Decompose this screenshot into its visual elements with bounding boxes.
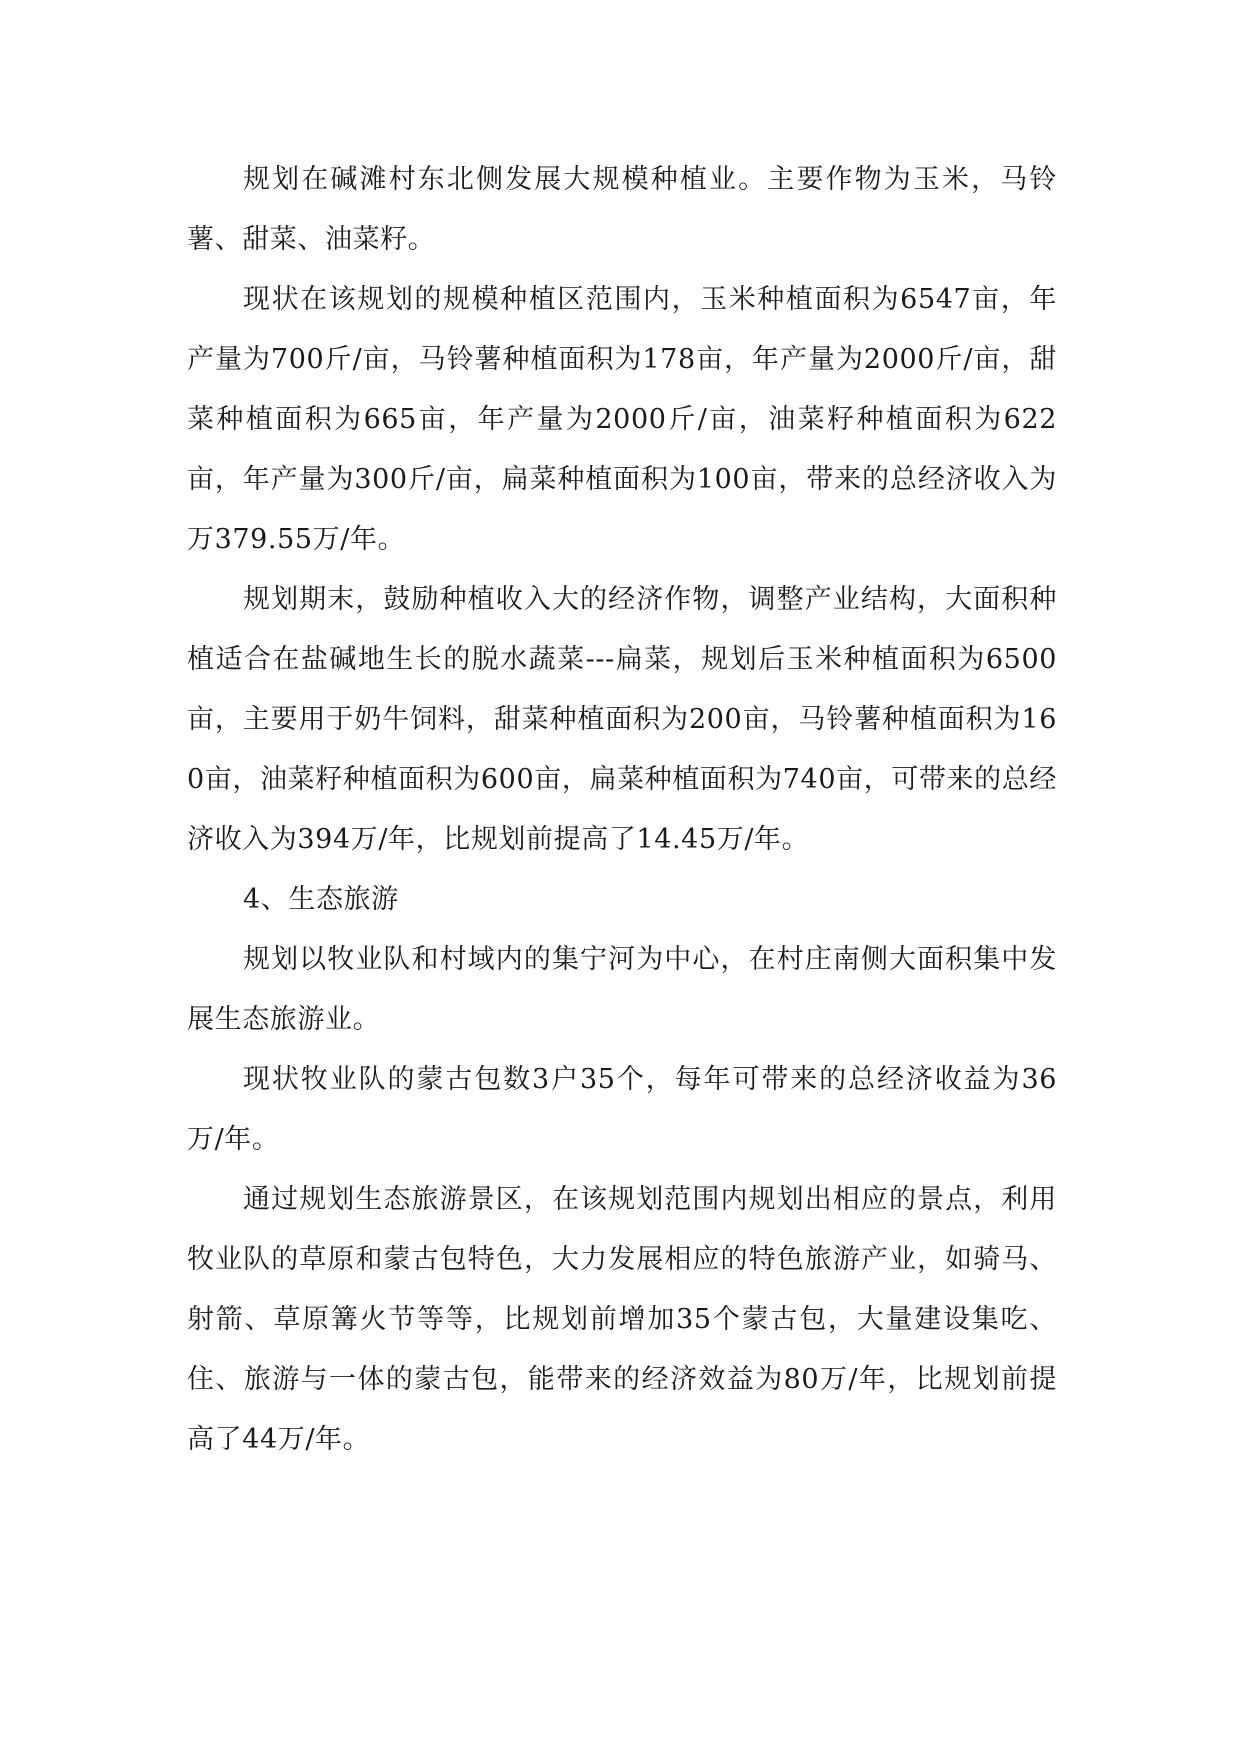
paragraph-tourism-future: 通过规划生态旅游景区，在该规划范围内规划出相应的景点，利用牧业队的草原和蒙古包特色，大力发展相应的特色旅游产业，如骑马、射箭、草原篝火节等等，比规划前增加35个蒙古包，大量建设集吃、住、旅游与一体的蒙古包，能带来的经济效益为80万/年，比规划前提高了44万/年。 <box>187 1184 1057 1455</box>
document-body <box>187 150 1057 1470</box>
paragraph-planting-plan: 规划在碱滩村东北侧发展大规模种植业。主要作物为玉米，马铃薯、甜菜、油菜籽。 <box>187 164 1057 255</box>
paragraph-planting-future: 规划期末，鼓励种植收入大的经济作物，调整产业结构，大面积种植适合在盐碱地生长的脱水蔬菜---扁菜，规划后玉米种植面积为6500亩，主要用于奶牛饲料，甜菜种植面积为200亩，马铃薯种植面积为160亩，油菜籽种植面积为600亩，扁菜种植面积为740亩，可带来的总经济收入为394万/年，比规划前提高了14.45万/年。 <box>187 584 1057 855</box>
section-heading-eco-tourism: 4、生态旅游 <box>243 884 399 915</box>
paragraph-tourism-current: 现状牧业队的蒙古包数3户35个，每年可带来的总经济收益为36万/年。 <box>187 1064 1057 1155</box>
paragraph-current-planting: 现状在该规划的规模种植区范围内，玉米种植面积为6547亩，年产量为700斤/亩，马铃薯种植面积为178亩，年产量为2000斤/亩，甜菜种植面积为665亩，年产量为2000斤/亩，油菜籽种植面积为622亩，年产量为300斤/亩，扁菜种植面积为100亩，带来的总经济收入为万379.55万/年。 <box>187 284 1057 555</box>
paragraph-tourism-plan: 规划以牧业队和村域内的集宁河为中心，在村庄南侧大面积集中发展生态旅游业。 <box>187 944 1057 1035</box>
